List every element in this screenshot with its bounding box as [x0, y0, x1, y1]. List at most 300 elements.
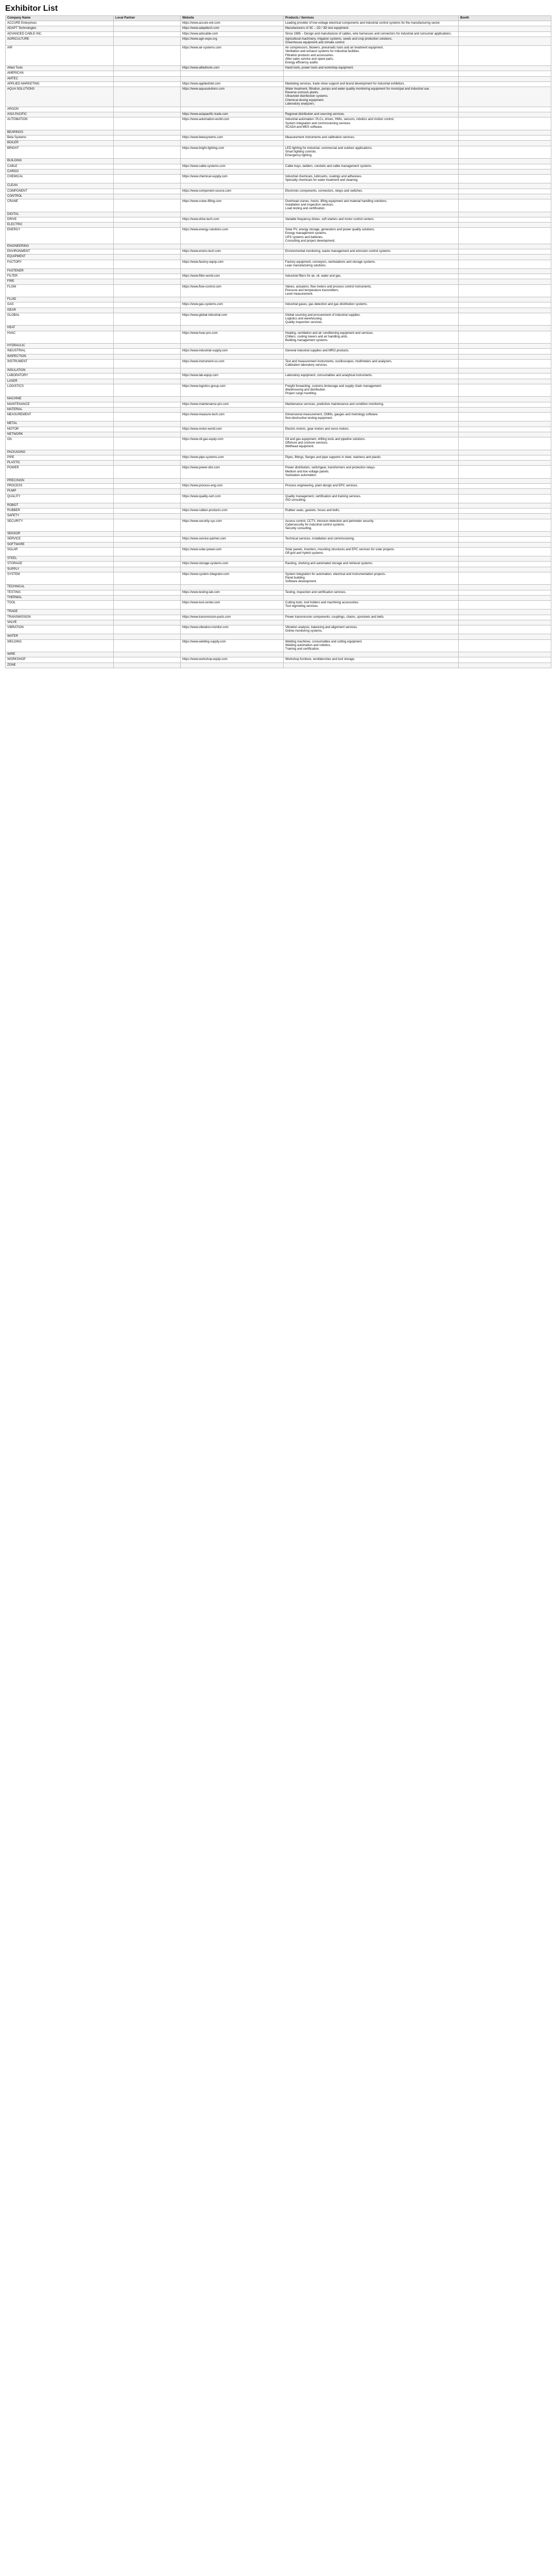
company-name-cell: FIRE — [6, 279, 114, 284]
website-link[interactable]: https://www.drive-tech.com — [181, 217, 284, 222]
table-row — [6, 519, 551, 532]
website-link[interactable]: https://www.advcable.com — [181, 31, 284, 37]
table-row — [6, 146, 551, 159]
products-description-cell — [284, 212, 459, 217]
company-name-cell: LABORATORY — [6, 374, 114, 379]
products-description-cell — [284, 489, 459, 494]
website-link[interactable] — [181, 130, 284, 135]
booth-cell — [459, 567, 551, 572]
booth-cell — [459, 466, 551, 479]
booth-cell — [459, 556, 551, 562]
website-link[interactable]: https://www.instrument-co.com — [181, 359, 284, 368]
company-name-cell: CHEMICAL — [6, 174, 114, 183]
booth-cell — [459, 146, 551, 159]
local-partner-cell — [114, 600, 181, 609]
website-link[interactable]: https://www.logistics-group.com — [181, 384, 284, 397]
company-name-cell: TESTING — [6, 590, 114, 595]
booth-cell — [459, 308, 551, 313]
company-name-cell: STEEL — [6, 556, 114, 562]
booth-cell — [459, 274, 551, 279]
local-partner-cell — [114, 585, 181, 590]
booth-cell — [459, 212, 551, 217]
website-link[interactable]: https://www.aquasolutions.com — [181, 87, 284, 107]
table-row — [6, 284, 551, 297]
local-partner-cell — [114, 432, 181, 437]
local-partner-cell — [114, 37, 181, 45]
table-row — [6, 542, 551, 547]
website-link[interactable]: https://www.enviro-tech.com — [181, 249, 284, 255]
products-description-cell: Vibration analysis, balancing and alignment services. Online monitoring systems. — [284, 625, 459, 634]
column-header: Website — [181, 16, 284, 21]
table-row — [6, 302, 551, 308]
local-partner-cell — [114, 164, 181, 169]
website-link[interactable] — [181, 397, 284, 402]
company-name-cell: CABLE — [6, 164, 114, 169]
products-description-cell — [284, 407, 459, 412]
local-partner-cell — [114, 663, 181, 668]
booth-cell — [459, 421, 551, 427]
products-description-cell: Factory equipment, conveyors, workstations and storage systems. Lean manufacturing solutions. — [284, 260, 459, 268]
company-name-cell: STORAGE — [6, 562, 114, 567]
website-link[interactable]: https://www.crane-lifting.com — [181, 199, 284, 212]
booth-cell — [459, 514, 551, 519]
website-link[interactable] — [181, 489, 284, 494]
website-link[interactable]: https://www.pipe-systems.com — [181, 455, 284, 460]
website-link[interactable] — [181, 354, 284, 359]
company-name-cell: FILTER — [6, 274, 114, 279]
website-link[interactable]: https://www.component-source.com — [181, 189, 284, 194]
table-row — [6, 194, 551, 199]
website-link[interactable]: https://www.lab-equip.com — [181, 374, 284, 379]
column-header: Company Name — [6, 16, 114, 21]
booth-cell — [459, 279, 551, 284]
local-partner-cell — [114, 514, 181, 519]
products-description-cell — [284, 130, 459, 135]
local-partner-cell — [114, 146, 181, 159]
company-name-cell: VIBRATION — [6, 625, 114, 634]
website-link[interactable] — [181, 585, 284, 590]
website-link[interactable]: https://www.motor-world.com — [181, 427, 284, 432]
booth-cell — [459, 135, 551, 141]
company-name-cell: AMTEC — [6, 76, 114, 81]
company-name-cell: INSPECTION — [6, 354, 114, 359]
local-partner-cell — [114, 489, 181, 494]
website-link[interactable]: https://www.cable-systems.com — [181, 164, 284, 169]
table-row — [6, 268, 551, 274]
website-link[interactable]: https://www.welding-supply.com — [181, 639, 284, 652]
company-name-cell: BRIGHT — [6, 146, 114, 159]
website-link[interactable]: https://www.filter-world.com — [181, 274, 284, 279]
website-link[interactable]: https://www.global-industrial.com — [181, 313, 284, 326]
website-link[interactable]: https://www.flow-control.com — [181, 284, 284, 297]
booth-cell — [459, 359, 551, 368]
local-partner-cell — [114, 354, 181, 359]
table-row — [6, 189, 551, 194]
booth-cell — [459, 413, 551, 421]
website-link[interactable] — [181, 663, 284, 668]
products-description-cell: Industrial gases, gas detection and gas distribution systems. — [284, 302, 459, 308]
local-partner-cell — [114, 437, 181, 450]
website-link[interactable]: https://www.solar-power.com — [181, 547, 284, 556]
products-description-cell: Marketing services, trade show support and brand development for industrial exhibitors. — [284, 81, 459, 87]
website-link[interactable]: https://www.hvac-pro.com — [181, 331, 284, 344]
website-link[interactable]: https://www.accure-ent.com — [181, 21, 284, 26]
products-description-cell: Water treatment, filtration, pumps and water quality monitoring equipment for municipal and industrial use. Reverse osmosis plants. Ultraviolet disinfection systems. Chemical dosing equipment. Laboratory analyzers. — [284, 87, 459, 107]
website-link[interactable]: https://www.workshop-equip.com — [181, 657, 284, 663]
website-link[interactable] — [181, 609, 284, 615]
local-partner-cell — [114, 402, 181, 407]
table-row — [6, 625, 551, 634]
company-name-cell: INDUSTRIAL — [6, 349, 114, 354]
products-description-cell — [284, 397, 459, 402]
company-name-cell: FLUID — [6, 297, 114, 302]
website-link[interactable] — [181, 183, 284, 189]
table-row — [6, 66, 551, 71]
table-row — [6, 537, 551, 542]
website-link[interactable] — [181, 421, 284, 427]
website-link[interactable] — [181, 407, 284, 412]
products-description-cell — [284, 634, 459, 639]
company-name-cell: PIPE — [6, 455, 114, 460]
products-description-cell — [284, 663, 459, 668]
table-row — [6, 532, 551, 537]
company-name-cell: SUPPLY — [6, 567, 114, 572]
company-name-cell: ZONE — [6, 663, 114, 668]
booth-cell — [459, 368, 551, 374]
company-name-cell: LASER — [6, 379, 114, 384]
booth-cell — [459, 228, 551, 244]
products-description-cell: Cutting tools, tool holders and machining accessories. Tool regrinding services. — [284, 600, 459, 609]
products-description-cell: Solar PV, energy storage, generators and power quality solutions. Energy management systems. UPS systems and batteries. Consulting and project development. — [284, 228, 459, 244]
table-row — [6, 484, 551, 489]
booth-cell — [459, 260, 551, 268]
website-link[interactable] — [181, 461, 284, 466]
website-link[interactable]: https://www.alliedtools.com — [181, 66, 284, 71]
website-link[interactable]: https://www.agri-expo.org — [181, 37, 284, 45]
table-row — [6, 556, 551, 562]
booth-cell — [459, 572, 551, 585]
products-description-cell — [284, 514, 459, 519]
table-row — [6, 413, 551, 421]
products-description-cell: Industrial automation: PLCs, drives, HMIs, sensors, robotics and motion control. System integration and commissioning services. SCADA and MES software. — [284, 117, 459, 130]
table-row — [6, 37, 551, 45]
company-name-cell: PRECISION — [6, 478, 114, 483]
company-name-cell: CRANE — [6, 199, 114, 212]
website-link[interactable] — [181, 71, 284, 76]
website-link[interactable] — [181, 652, 284, 657]
company-name-cell: GAS — [6, 302, 114, 308]
company-name-cell: CLEAN — [6, 183, 114, 189]
company-name-cell: WATER — [6, 634, 114, 639]
booth-cell — [459, 615, 551, 620]
products-description-cell: Cable trays, ladders, conduits and cable management systems. — [284, 164, 459, 169]
booth-cell — [459, 494, 551, 503]
table-row — [6, 274, 551, 279]
local-partner-cell — [114, 135, 181, 141]
table-row — [6, 87, 551, 107]
website-link[interactable] — [181, 595, 284, 600]
website-link[interactable]: https://www.service-partner.com — [181, 537, 284, 542]
website-link[interactable]: https://www.maintenance-pro.com — [181, 402, 284, 407]
products-description-cell: Electronic components, connectors, relays and switches. — [284, 189, 459, 194]
booth-cell — [459, 657, 551, 663]
booth-cell — [459, 450, 551, 455]
website-link[interactable] — [181, 379, 284, 384]
website-link[interactable] — [181, 450, 284, 455]
website-link[interactable]: https://www.industrial-supply.com — [181, 349, 284, 354]
booth-cell — [459, 542, 551, 547]
table-row — [6, 455, 551, 460]
products-description-cell: Industrial filters for air, oil, water and gas. — [284, 274, 459, 279]
website-link[interactable]: https://www.asiapacific-trade.com — [181, 112, 284, 117]
booth-cell — [459, 639, 551, 652]
booth-cell — [459, 31, 551, 37]
website-link[interactable] — [181, 244, 284, 249]
website-link[interactable] — [181, 212, 284, 217]
website-link[interactable] — [181, 542, 284, 547]
website-link[interactable] — [181, 268, 284, 274]
local-partner-cell — [114, 46, 181, 66]
products-description-cell — [284, 503, 459, 508]
website-link[interactable] — [181, 634, 284, 639]
local-partner-cell — [114, 76, 181, 81]
exhibitor-rows — [6, 21, 551, 668]
booth-cell — [459, 71, 551, 76]
website-link[interactable]: https://www.bright-lighting.com — [181, 146, 284, 159]
products-description-cell — [284, 344, 459, 349]
products-description-cell: Air compressors, blowers, pneumatic tools and air treatment equipment. Ventilation and exhaust systems for industrial facilities. Filtration products and accessories. After-sales service and spare parts. Energy efficiency audits. — [284, 46, 459, 66]
company-name-cell: SERVICE — [6, 537, 114, 542]
products-description-cell — [284, 595, 459, 600]
website-link[interactable] — [181, 169, 284, 174]
table-row — [6, 478, 551, 483]
local-partner-cell — [114, 228, 181, 244]
table-row — [6, 397, 551, 402]
table-row — [6, 308, 551, 313]
local-partner-cell — [114, 379, 181, 384]
table-row — [6, 26, 551, 31]
table-row — [6, 359, 551, 368]
booth-cell — [459, 595, 551, 600]
local-partner-cell — [114, 302, 181, 308]
website-link[interactable]: https://www.gas-systems.com — [181, 302, 284, 308]
column-header: Booth — [459, 16, 551, 21]
booth-cell — [459, 326, 551, 331]
website-link[interactable] — [181, 159, 284, 164]
company-name-cell: TRADE — [6, 609, 114, 615]
website-link[interactable] — [181, 432, 284, 437]
company-name-cell: Beta Systems — [6, 135, 114, 141]
local-partner-cell — [114, 130, 181, 135]
website-link[interactable]: https://www.betasystems.com — [181, 135, 284, 141]
website-link[interactable] — [181, 297, 284, 302]
products-description-cell: Rubber seals, gaskets, hoses and belts. — [284, 509, 459, 514]
company-name-cell: CONTROL — [6, 194, 114, 199]
booth-cell — [459, 217, 551, 222]
website-link[interactable]: https://www.transmission-parts.com — [181, 615, 284, 620]
website-link[interactable]: https://www.security-sys.com — [181, 519, 284, 532]
products-description-cell: Electric motors, gear motors and servo motors. — [284, 427, 459, 432]
products-description-cell — [284, 609, 459, 615]
booth-cell — [459, 107, 551, 112]
table-row — [6, 260, 551, 268]
booth-cell — [459, 189, 551, 194]
booth-cell — [459, 349, 551, 354]
company-name-cell: BUILDING — [6, 159, 114, 164]
website-link[interactable] — [181, 503, 284, 508]
products-description-cell: Regional distribution and sourcing services. — [284, 112, 459, 117]
table-header-row — [6, 16, 551, 21]
website-link[interactable]: https://www.system-integrator.com — [181, 572, 284, 585]
products-description-cell: Maintenance services, predictive maintenance and condition monitoring. — [284, 402, 459, 407]
local-partner-cell — [114, 71, 181, 76]
booth-cell — [459, 397, 551, 402]
booth-cell — [459, 634, 551, 639]
table-row — [6, 432, 551, 437]
website-link[interactable] — [181, 326, 284, 331]
website-link[interactable]: https://www.automation-world.com — [181, 117, 284, 130]
local-partner-cell — [114, 21, 181, 26]
website-link[interactable] — [181, 514, 284, 519]
products-description-cell: Laboratory equipment, consumables and analytical instruments. — [284, 374, 459, 379]
table-row — [6, 107, 551, 112]
booth-cell — [459, 489, 551, 494]
products-description-cell — [284, 450, 459, 455]
company-name-cell: THERMAL — [6, 595, 114, 600]
company-name-cell: HEAT — [6, 326, 114, 331]
company-name-cell: CARGO — [6, 169, 114, 174]
table-row — [6, 344, 551, 349]
table-row — [6, 159, 551, 164]
booth-cell — [459, 384, 551, 397]
website-link[interactable]: https://www.air-systems.com — [181, 46, 284, 66]
booth-cell — [459, 81, 551, 87]
table-row — [6, 379, 551, 384]
website-link[interactable] — [181, 255, 284, 260]
booth-cell — [459, 625, 551, 634]
products-description-cell — [284, 159, 459, 164]
website-link[interactable]: https://www.testing-lab.com — [181, 590, 284, 595]
website-link[interactable] — [181, 556, 284, 562]
website-link[interactable]: https://www.rubber-products.com — [181, 509, 284, 514]
booth-cell — [459, 379, 551, 384]
products-description-cell: Agricultural machinery, irrigation systems, seeds and crop protection solutions. Greenhouse equipment and climate control. — [284, 37, 459, 45]
local-partner-cell — [114, 384, 181, 397]
table-row — [6, 21, 551, 26]
company-name-cell: ACCURE Enterprises — [6, 21, 114, 26]
website-link[interactable] — [181, 620, 284, 625]
company-name-cell: PUMP — [6, 489, 114, 494]
website-link[interactable]: https://www.tool-center.com — [181, 600, 284, 609]
local-partner-cell — [114, 567, 181, 572]
company-name-cell: RUBBER — [6, 509, 114, 514]
website-link[interactable]: https://www.energy-solutions.com — [181, 228, 284, 244]
products-description-cell — [284, 567, 459, 572]
website-link[interactable]: https://www.vibration-monitor.com — [181, 625, 284, 634]
local-partner-cell — [114, 595, 181, 600]
website-link[interactable]: https://www.adapttech.com — [181, 26, 284, 31]
website-link[interactable]: https://www.process-eng.com — [181, 484, 284, 489]
local-partner-cell — [114, 590, 181, 595]
booth-cell — [459, 344, 551, 349]
website-link[interactable] — [181, 532, 284, 537]
booth-cell — [459, 537, 551, 542]
table-row — [6, 461, 551, 466]
website-link[interactable] — [181, 222, 284, 227]
website-link[interactable]: https://www.quality-cert.com — [181, 494, 284, 503]
company-name-cell: TECHNICAL — [6, 585, 114, 590]
company-name-cell: AQUA SOLUTIONS — [6, 87, 114, 107]
company-name-cell: SOFTWARE — [6, 542, 114, 547]
products-description-cell — [284, 432, 459, 437]
table-row — [6, 169, 551, 174]
local-partner-cell — [114, 284, 181, 297]
company-name-cell: SYSTEM — [6, 572, 114, 585]
website-link[interactable]: https://www.factory-equip.com — [181, 260, 284, 268]
website-link[interactable] — [181, 308, 284, 313]
table-row — [6, 130, 551, 135]
website-link[interactable] — [181, 478, 284, 483]
company-name-cell: MACHINE — [6, 397, 114, 402]
website-link[interactable] — [181, 107, 284, 112]
table-row — [6, 249, 551, 255]
website-link[interactable] — [181, 368, 284, 374]
products-description-cell: Welding machines, consumables and cutting equipment. Welding automation and robotics. Training and certification. — [284, 639, 459, 652]
website-link[interactable] — [181, 567, 284, 572]
page-title: Exhibitor List — [5, 4, 58, 13]
website-link[interactable] — [181, 141, 284, 146]
products-description-cell: Testing, inspection and certification services. — [284, 590, 459, 595]
company-name-cell: POWER — [6, 466, 114, 479]
booth-cell — [459, 194, 551, 199]
company-name-cell: ADVANCED CABLE INC. — [6, 31, 114, 37]
local-partner-cell — [114, 112, 181, 117]
booth-cell — [459, 509, 551, 514]
website-link[interactable] — [181, 76, 284, 81]
products-description-cell — [284, 141, 459, 146]
website-link[interactable] — [181, 344, 284, 349]
products-description-cell: Leading provider of low-voltage electrical components and industrial control systems for the manufacturing sector. — [284, 21, 459, 26]
website-link[interactable]: https://www.power-dist.com — [181, 466, 284, 479]
products-description-cell: Manufacturers of 3C – 2D / 3D test equipment. — [284, 26, 459, 31]
website-link[interactable]: https://www.oil-gas-equip.com — [181, 437, 284, 450]
local-partner-cell — [114, 652, 181, 657]
booth-cell — [459, 455, 551, 460]
table-row — [6, 31, 551, 37]
company-name-cell: ELECTRIC — [6, 222, 114, 227]
table-row — [6, 437, 551, 450]
website-link[interactable]: https://www.measure-tech.com — [181, 413, 284, 421]
products-description-cell — [284, 652, 459, 657]
website-link[interactable] — [181, 194, 284, 199]
website-link[interactable]: https://www.appliedmkt.com — [181, 81, 284, 87]
table-row — [6, 514, 551, 519]
website-link[interactable]: https://www.storage-systems.com — [181, 562, 284, 567]
products-description-cell: Variable frequency drives, soft starters and motor control centers. — [284, 217, 459, 222]
table-row — [6, 349, 551, 354]
booth-cell — [459, 117, 551, 130]
products-description-cell — [284, 194, 459, 199]
website-link[interactable]: https://www.chemical-supply.com — [181, 174, 284, 183]
table-row — [6, 354, 551, 359]
booth-cell — [459, 432, 551, 437]
company-name-cell: AUTOMATION — [6, 117, 114, 130]
booth-cell — [459, 249, 551, 255]
products-description-cell: Process engineering, plant design and EPC services. — [284, 484, 459, 489]
website-link[interactable] — [181, 279, 284, 284]
local-partner-cell — [114, 620, 181, 625]
local-partner-cell — [114, 478, 181, 483]
